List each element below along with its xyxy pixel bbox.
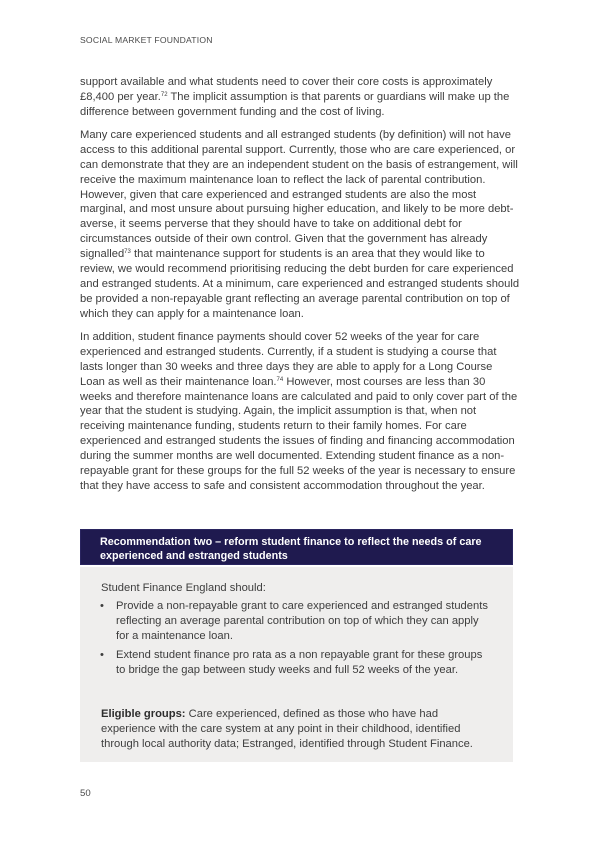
- recommendation-box: [80, 529, 513, 762]
- footnote-ref[interactable]: 73: [124, 249, 131, 256]
- eligible-groups: Eligible groups: Care experienced, defined as those who have had experience with the care system at any point in their childhood, identified through local authority data; Estranged, identified through Student Finance.: [101, 708, 473, 751]
- recommendation-body: [80, 567, 513, 762]
- paragraph-2: Many care experienced students and all estranged students (by definition) will not have access to this additional parental support. Currently, those who are care experienced, or can demonstrate that they are an independent student on the basis of estrangement, will receive the maximum maintenance loan to reflect the lack of parental contribution. However, given that care experienced and estranged students are also the most marginal, and most unsure about pursuing higher education, and likely to be more debt-averse, it seems perverse that they should have to take on additional debt for circumstances outside of their own control. Given that the government has already signalled$^{73}$ that maintenance support for students is an area that they would like to review, we would recommend prioritising reducing the debt burden for care experienced and estranged students. At a minimum, care experienced and estranged students should be provided a non-repayable grant reflecting an average parental contribution on top of which they can apply for a maintenance loan.: [80, 128, 520, 320]
- list-item: • Extend student finance pro rata as a non repayable grant for these groups to bridge the gap between study weeks and full 52 weeks of the year.: [100, 648, 483, 676]
- bullet-icon: •: [100, 599, 104, 612]
- bullet-icon: •: [100, 648, 104, 661]
- recommendation-list: [101, 599, 493, 678]
- eligible-label: Eligible groups:: [101, 708, 186, 721]
- recommendation-title: Recommendation two – reform student finance to reflect the needs of care experienced and estranged students: [80, 529, 513, 565]
- recommendation-intro: Student Finance England should:: [101, 582, 266, 594]
- list-item: • Provide a non-repayable grant to care experienced and estranged students reflecting an average parental contribution on top of which they can apply for a maintenance loan.: [100, 599, 488, 642]
- paragraph-1: support available and what students need to cover their core costs is approximately £8,400 per year.$^{72}$ The implicit assumption is that parents or guardians will make up the difference between government funding and the cost of living.: [80, 76, 510, 118]
- running-header: SOCIAL MARKET FOUNDATION: [80, 35, 213, 45]
- body-text: [80, 75, 520, 502]
- footnote-ref[interactable]: 74: [276, 376, 284, 383]
- paragraph-3: In addition, student finance payments should cover 52 weeks of the year for care experienced and estranged students. Currently, if a student is studying a course that lasts longer than 30 weeks and three days they are able to apply for a Long Course Loan as well as their maintenance loan.$^{74}$ However, most courses are less than 30 weeks and therefore maintenance loans are calculated and paid to only cover part of the year that the student is studying. Again, the implicit assumption is that, when not receiving maintenance funding, students return to their family homes. For care experienced and estranged students the issues of finding and financing accommodation during the summer months are well documented. Extending student finance as a non-repayable grant for these groups for the full 52 weeks of the year is necessary to ensure that they have access to safe and consistent accommodation throughout the year.: [80, 330, 518, 492]
- footnote-ref[interactable]: 72: [160, 91, 168, 98]
- page-number: 50: [80, 788, 91, 799]
